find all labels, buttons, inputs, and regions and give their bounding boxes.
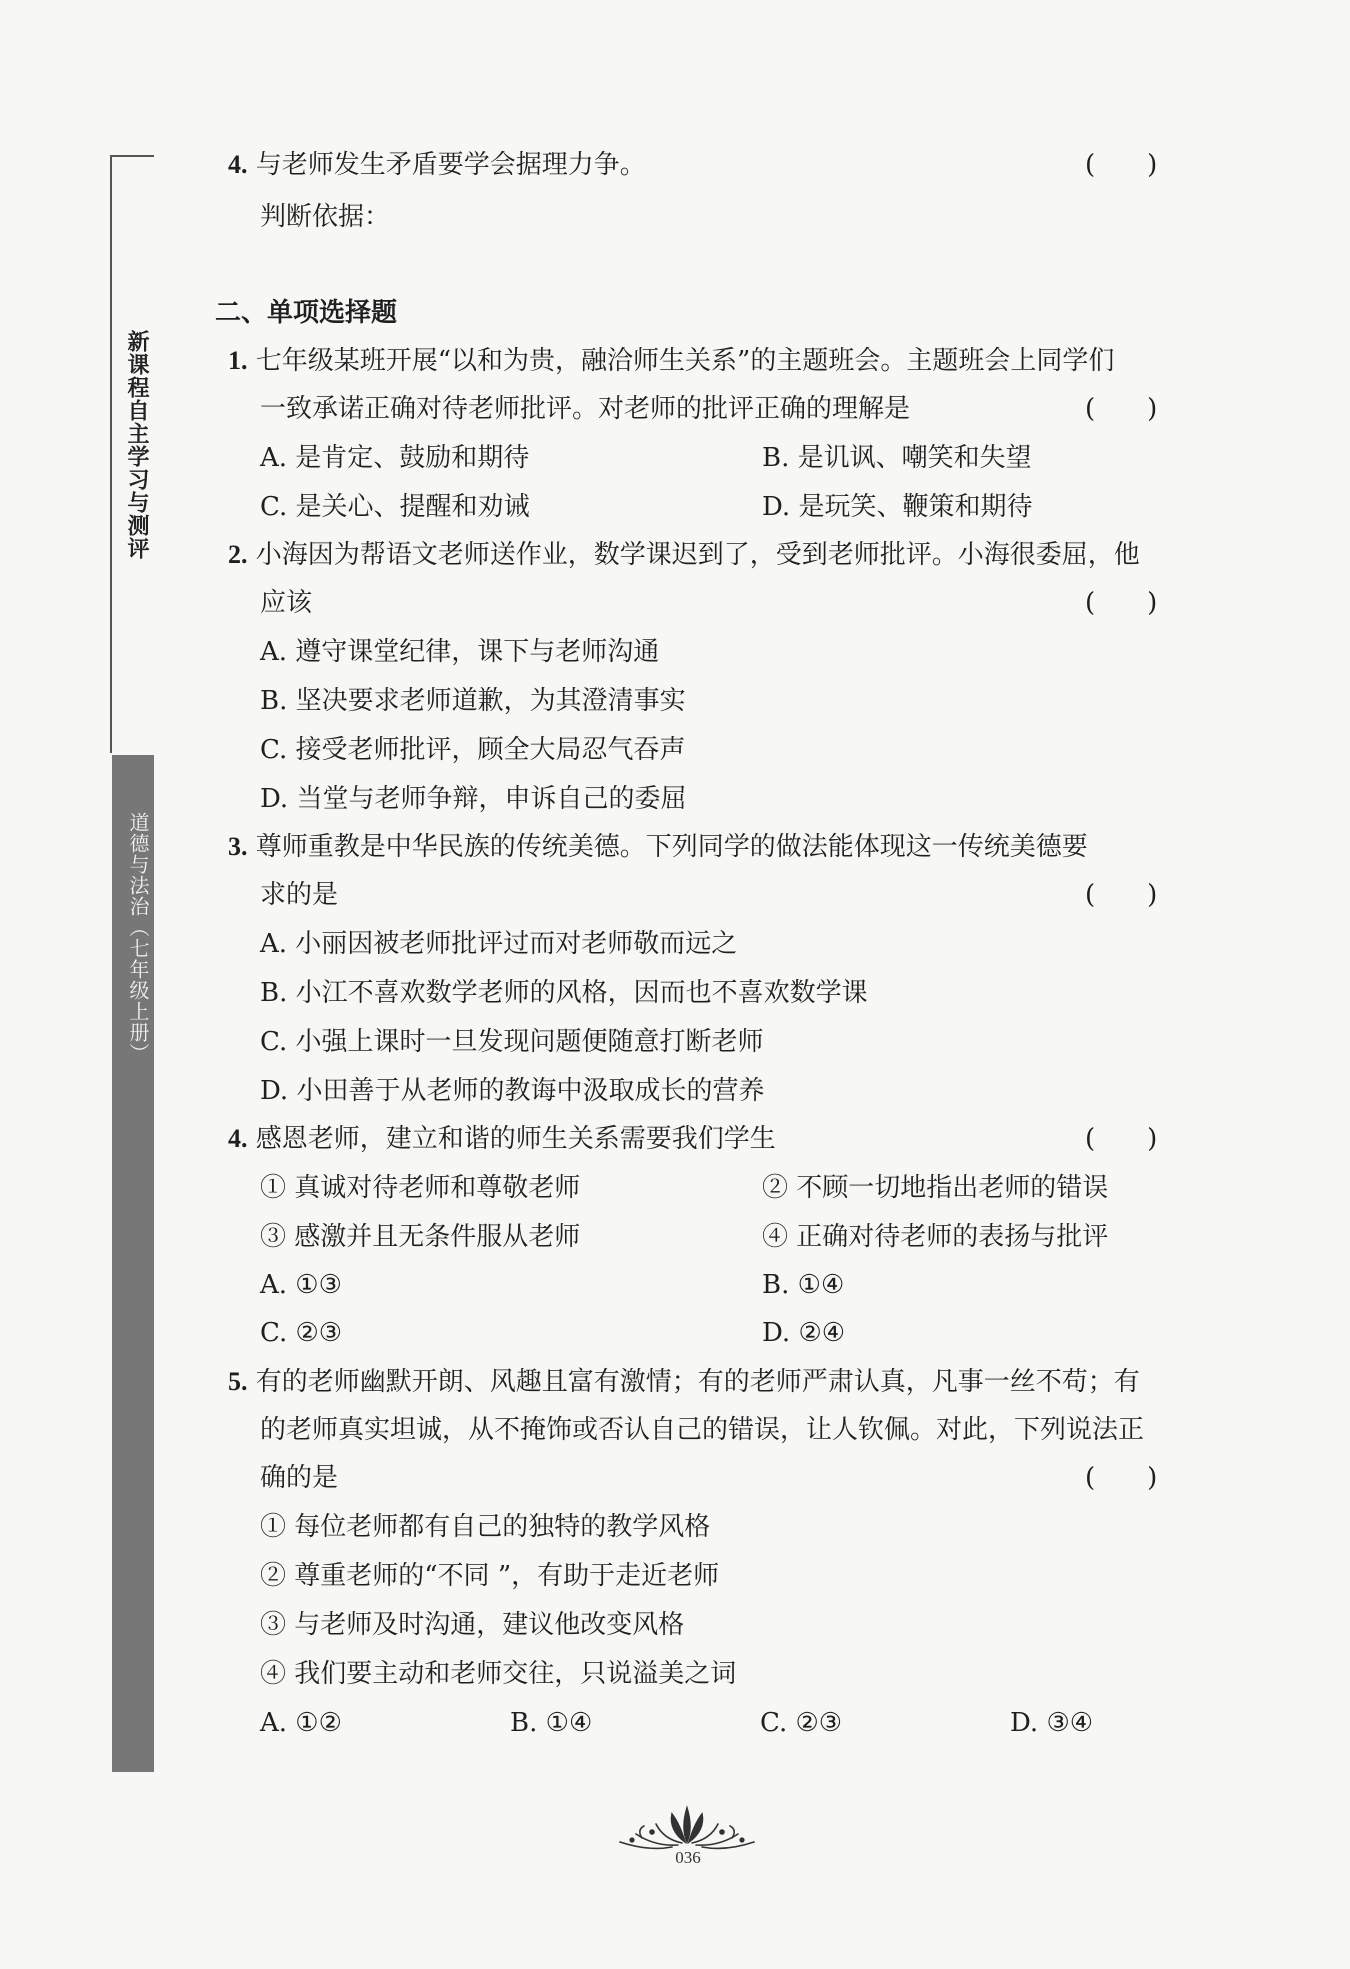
question-number: 3. [228, 832, 248, 861]
answer-bracket: ( ) [1085, 150, 1158, 180]
q5-line3: 确的是 [260, 1463, 339, 1493]
floral-ornament-icon [612, 1802, 762, 1852]
q4-statement-1: ① 真诚对待老师和尊敬老师 [260, 1173, 581, 1203]
q1-option-b: B. 是讥讽、嘲笑和失望 [762, 443, 1032, 473]
question-number: 4. [228, 150, 248, 179]
answer-bracket: ( ) [1085, 1463, 1158, 1493]
book-title: 新课程自主学习与测评 [124, 330, 149, 560]
q5-statement-1: ① 每位老师都有自己的独特的教学风格 [260, 1512, 711, 1542]
q5-line1 [228, 1365, 1140, 1399]
question-number: 2. [228, 540, 248, 569]
q4-statement-4: ④ 正确对待老师的表扬与批评 [762, 1222, 1109, 1252]
q5-option-d: D. ③④ [1010, 1708, 1094, 1738]
answer-bracket: ( ) [1085, 880, 1158, 910]
judge-q4 [228, 148, 646, 182]
q1-option-a: A. 是肯定、鼓励和期待 [260, 443, 530, 473]
question-number: 5. [228, 1367, 248, 1396]
q3-line1 [228, 830, 1088, 864]
q3-option-c: C. 小强上课时一旦发现问题便随意打断老师 [260, 1027, 764, 1057]
q4-statement-3: ③ 感激并且无条件服从老师 [260, 1222, 581, 1252]
q4-statement-2: ② 不顾一切地指出老师的错误 [762, 1173, 1109, 1203]
q1-line2: 一致承诺正确对待老师批评。对老师的批评正确的理解是 [260, 394, 911, 424]
question-text: 有的老师幽默开朗、风趣且富有激情；有的老师严肃认真，凡事一丝不苟；有 [255, 1367, 1140, 1397]
answer-bracket: ( ) [1085, 588, 1158, 618]
section-title: 二、单项选择题 [215, 298, 398, 328]
q2-line2: 应该 [260, 588, 313, 618]
q5-option-c: C. ②③ [760, 1708, 843, 1738]
question-number: 4. [228, 1124, 248, 1153]
answer-bracket: ( ) [1085, 394, 1158, 424]
q2-option-a: A. 遵守课堂纪律，课下与老师沟通 [260, 637, 660, 667]
q4-option-b: B. ①④ [762, 1270, 845, 1300]
q4-line1 [228, 1122, 776, 1156]
question-text: 尊师重教是中华民族的传统美德。下列同学的做法能体现这一传统美德要 [255, 832, 1088, 862]
q1-option-c: C. 是关心、提醒和劝诫 [260, 492, 530, 522]
q3-option-b: B. 小江不喜欢数学老师的风格，因而也不喜欢数学课 [260, 978, 868, 1008]
q2-option-d: D. 当堂与老师争辩，申诉自己的委屈 [260, 784, 687, 814]
basis-label: 判断依据： [260, 202, 391, 232]
q4-option-c: C. ②③ [260, 1318, 343, 1348]
answer-bracket: ( ) [1085, 1124, 1158, 1154]
q4-option-d: D. ②④ [762, 1318, 846, 1348]
q5-option-b: B. ①④ [510, 1708, 593, 1738]
question-text: 与老师发生矛盾要学会据理力争。 [255, 150, 646, 180]
q2-option-b: B. 坚决要求老师道歉，为其澄清事实 [260, 686, 686, 716]
page-number: 036 [675, 1848, 701, 1867]
question-text: 小海因为帮语文老师送作业，数学课迟到了，受到老师批评。小海很委屈，他 [255, 540, 1140, 570]
q3-line2: 求的是 [260, 880, 339, 910]
q1-line1 [228, 344, 1114, 378]
question-text: 七年级某班开展“以和为贵，融洽师生关系”的主题班会。主题班会上同学们 [255, 346, 1115, 376]
q5-statement-3: ③ 与老师及时沟通，建议他改变风格 [260, 1610, 685, 1640]
q5-option-a: A. ①② [260, 1708, 342, 1738]
q5-line2: 的老师真实坦诚，从不掩饰或否认自己的错误，让人钦佩。对此，下列说法正 [260, 1415, 1145, 1445]
question-number: 1. [228, 346, 248, 375]
question-text: 感恩老师，建立和谐的师生关系需要我们学生 [255, 1124, 776, 1154]
q1-option-d: D. 是玩笑、鞭策和期待 [762, 492, 1033, 522]
q5-statement-4: ④ 我们要主动和老师交往，只说溢美之词 [260, 1659, 737, 1689]
q4-option-a: A. ①③ [260, 1270, 342, 1300]
q2-option-c: C. 接受老师批评，顾全大局忍气吞声 [260, 735, 686, 765]
q5-statement-2: ② 尊重老师的“不同 ”，有助于走近老师 [260, 1561, 720, 1591]
q2-line1 [228, 538, 1140, 572]
q3-option-d: D. 小田善于从老师的教诲中汲取成长的营养 [260, 1076, 765, 1106]
subject-label: 道德与法治（七年级上册） [126, 812, 150, 1064]
q3-option-a: A. 小丽因被老师批评过而对老师敬而远之 [260, 929, 738, 959]
